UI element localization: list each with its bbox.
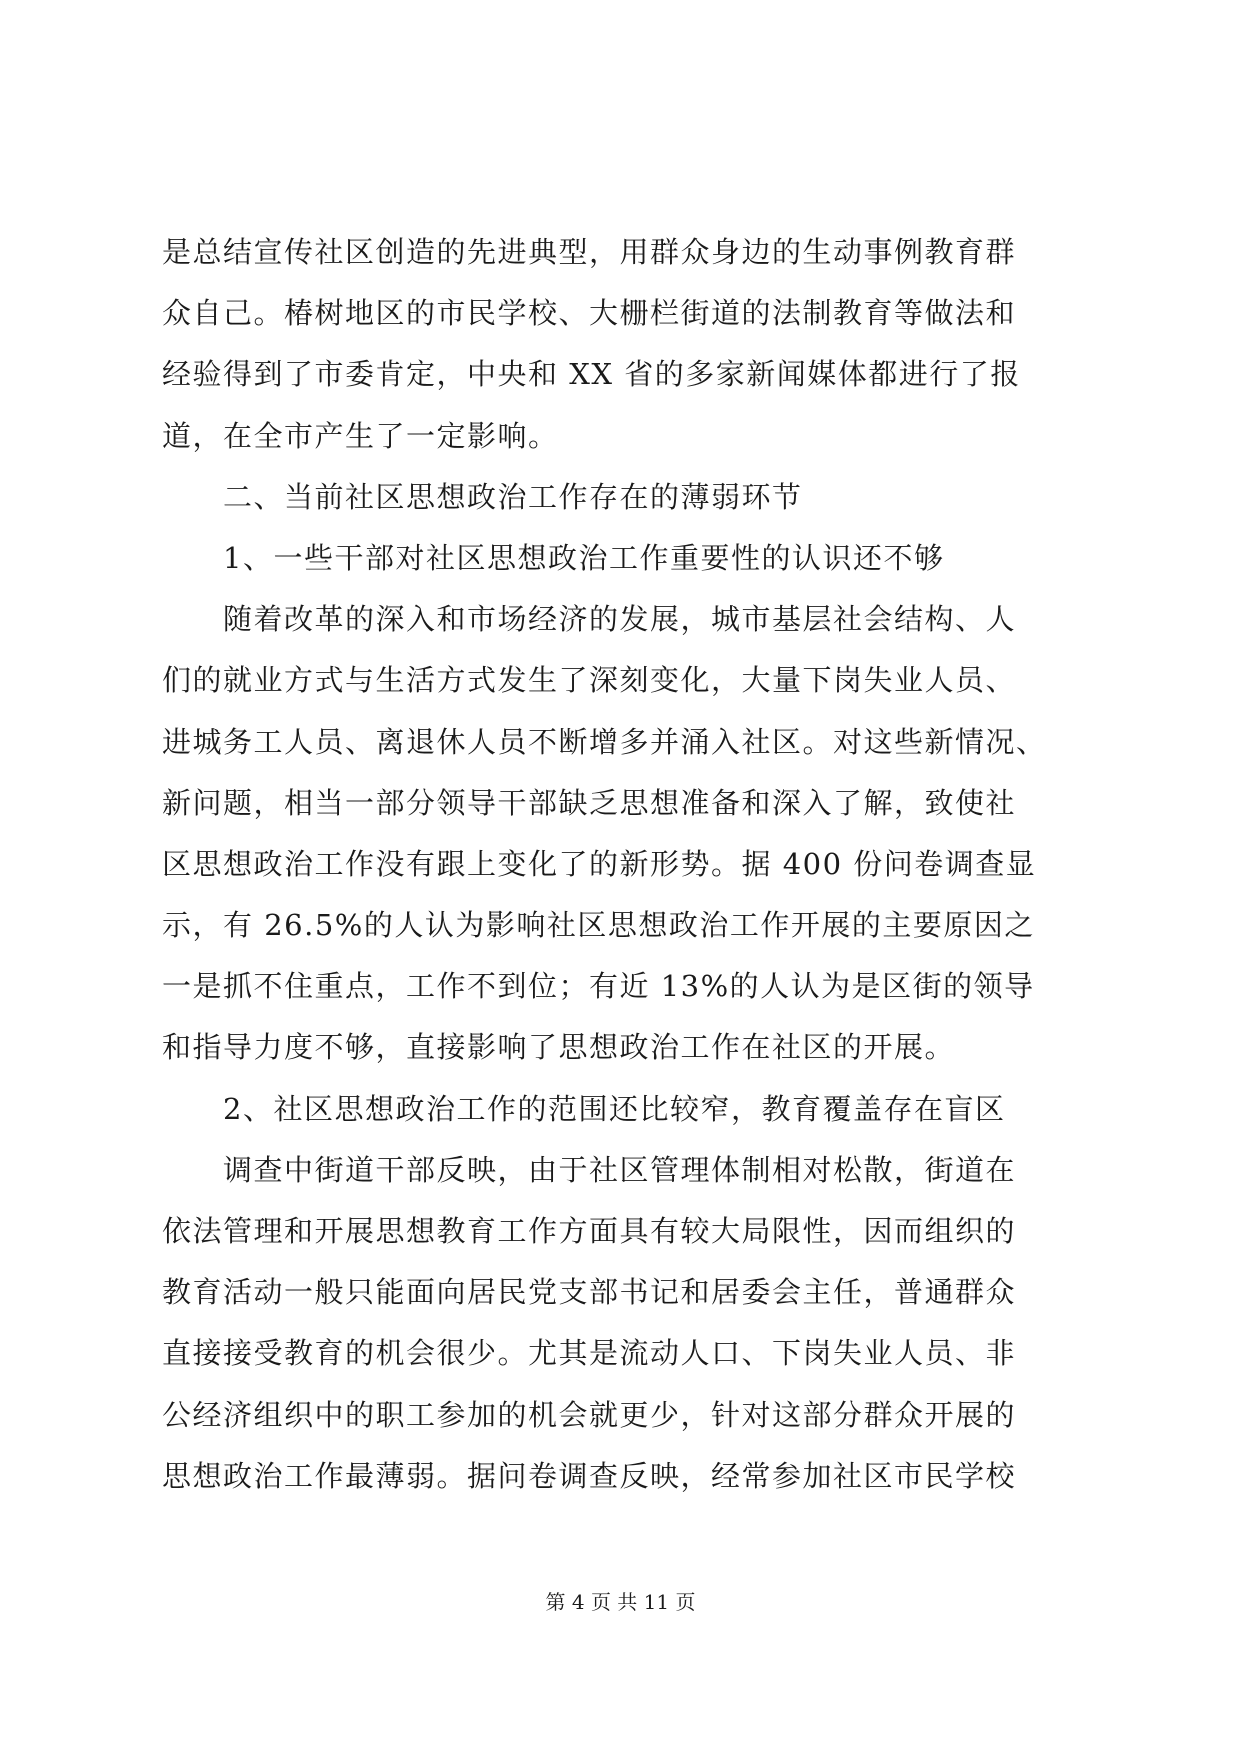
text-line: 道，在全市产生了一定影响。 — [162, 418, 559, 453]
text-line: 区思想政治工作没有跟上变化了的新形势。据 400 份问卷调查显 — [162, 846, 1037, 881]
text-line: 新问题，相当一部分领导干部缺乏思想准备和深入了解，致使社 — [162, 785, 1017, 820]
section-heading: 二、当前社区思想政治工作存在的薄弱环节 — [162, 479, 803, 514]
text-line: 一是抓不住重点，工作不到位；有近 13%的人认为是区街的领导 — [162, 969, 1035, 1004]
body-text — [162, 222, 1077, 1507]
text-line: 示，有 26.5%的人认为影响社区思想政治工作开展的主要原因之 — [162, 908, 1035, 943]
subsection-heading: 1、一些干部对社区思想政治工作重要性的认识还不够 — [162, 540, 945, 575]
subsection-heading: 2、社区思想政治工作的范围还比较窄，教育覆盖存在盲区 — [162, 1091, 1006, 1126]
text-line: 经验得到了市委肯定，中央和 XX 省的多家新闻媒体都进行了报 — [162, 357, 1021, 392]
text-line: 是总结宣传社区创造的先进典型，用群众身边的生动事例教育群 — [162, 235, 1017, 269]
text-line: 思想政治工作最薄弱。据问卷调查反映，经常参加社区市民学校 — [162, 1458, 1017, 1493]
text-line: 众自己。椿树地区的市民学校、大栅栏街道的法制教育等做法和 — [162, 296, 1017, 331]
text-line: 们的就业方式与生活方式发生了深刻变化，大量下岗失业人员、 — [162, 663, 1017, 698]
text-line: 教育活动一般只能面向居民党支部书记和居委会主任，普通群众 — [162, 1275, 1017, 1310]
page-number-footer: 第 4 页 共 11 页 — [545, 1590, 696, 1614]
text-line: 直接接受教育的机会很少。尤其是流动人口、下岗失业人员、非 — [162, 1336, 1017, 1371]
text-line: 调查中街道干部反映，由于社区管理体制相对松散，街道在 — [162, 1152, 1017, 1187]
text-line: 和指导力度不够，直接影响了思想政治工作在社区的开展。 — [162, 1030, 956, 1065]
text-line: 依法管理和开展思想教育工作方面具有较大局限性，因而组织的 — [162, 1214, 1017, 1248]
text-line: 公经济组织中的职工参加的机会就更少，针对这部分群众开展的 — [162, 1397, 1017, 1432]
text-line: 进城务工人员、离退休人员不断增多并涌入社区。对这些新情况、 — [162, 724, 1047, 759]
text-line: 随着改革的深入和市场经济的发展，城市基层社会结构、人 — [162, 602, 1017, 637]
